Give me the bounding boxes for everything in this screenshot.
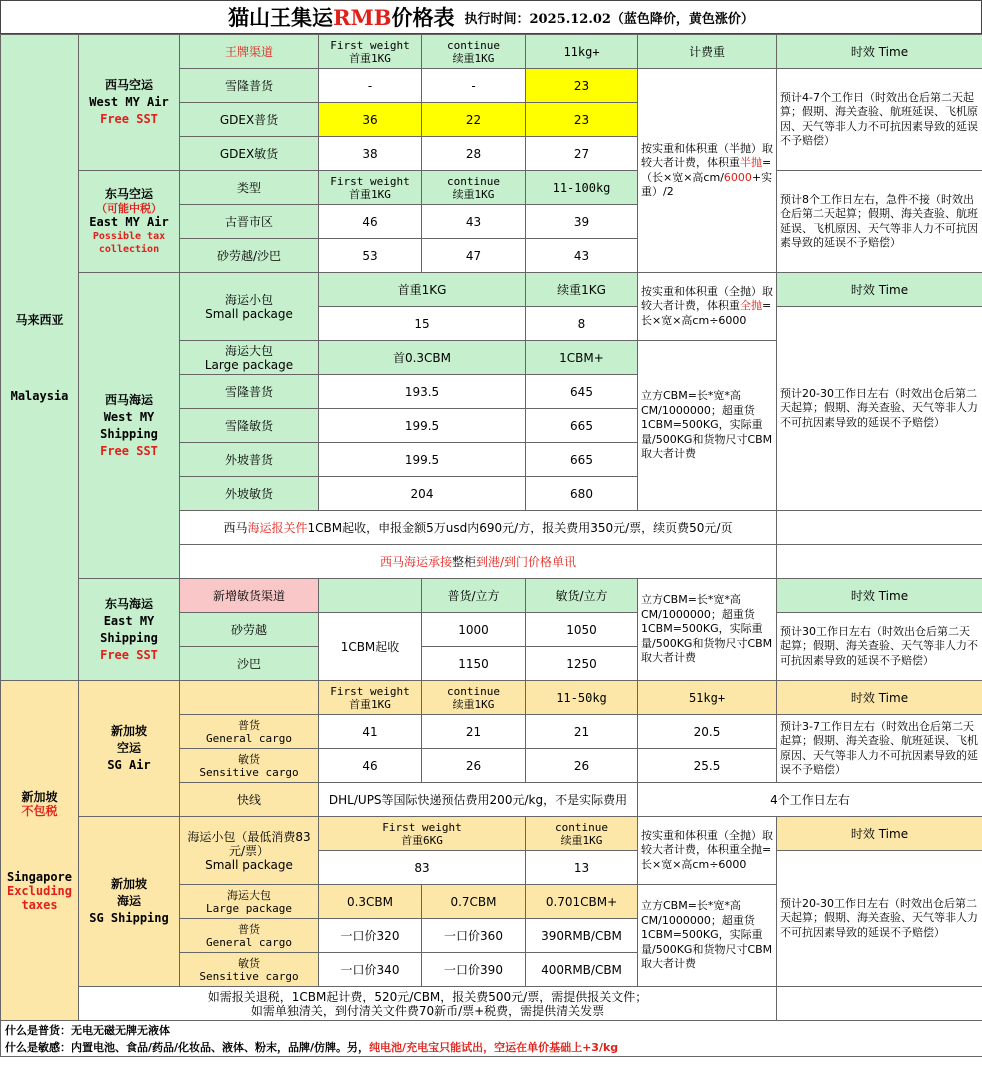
price-cell: 38 [319, 137, 422, 171]
price-cell: 46 [319, 749, 422, 783]
price-cell: 1250 [526, 647, 638, 681]
note-text: =长×宽×高cm÷6000 [641, 299, 772, 327]
col-header: 11-100kg [526, 171, 638, 205]
row-label: 古晋市区 [180, 205, 319, 239]
price-cell: 13 [526, 851, 638, 885]
title-bar [0, 0, 982, 34]
row-label: 普货 General cargo [180, 919, 319, 953]
col-header: 11-50kg [526, 681, 638, 715]
label-note: Possible tax collection [92, 231, 166, 255]
label-cn: 西马海运 [104, 392, 153, 407]
col-header: 1CBM+ [526, 341, 638, 375]
note-text: 按实重和体积重（全抛）取较大者计费，体积重 [641, 284, 773, 313]
price-cell: 22 [422, 103, 526, 137]
row-label: 敏货 Sensitive cargo [180, 749, 319, 783]
price-cell: 390RMB/CBM [526, 919, 638, 953]
price-cell: 46 [319, 205, 422, 239]
label-cn: 新加坡 海运 [110, 877, 147, 908]
country-note-en: Excluding taxes [6, 883, 73, 912]
price-cell: 8 [526, 307, 638, 341]
transit-time: 预计20-30工作日左右（时效出仓后第二天起算；假期、海关查验、天气等非人力不可抗因素导致的延误不予赔偿） [777, 307, 982, 511]
price-cell: 43 [422, 205, 526, 239]
price-cell: 645 [526, 375, 638, 409]
note-text-red: 海运报关件 [247, 520, 308, 535]
price-cell: 199.5 [319, 409, 526, 443]
price-table [0, 34, 982, 1057]
sg-shipping-label [79, 817, 180, 987]
price-cell: 21 [422, 715, 526, 749]
volumetric-note [638, 273, 777, 341]
footer-notes [1, 1021, 982, 1057]
price-cell: 1000 [422, 613, 526, 647]
col-header: 首0.3CBM [319, 341, 526, 375]
col-header: 首重1KG [319, 273, 526, 307]
country-label-cn: 新加坡 [21, 789, 58, 804]
row-label: 沙巴 [180, 647, 319, 681]
col-header: First weight 首重6KG [319, 817, 526, 851]
col-header: 时效 Time [777, 35, 982, 69]
country-malaysia [1, 35, 79, 681]
cbm-note: 立方CBM=长*宽*高CM/1000000；超重货1CBM=500KG，实际重量/500KG和货物尺寸CBM取大者计费 [638, 579, 777, 681]
price-cell: 20.5 [638, 715, 777, 749]
price-cell: 47 [422, 239, 526, 273]
label-note: Free SST [100, 443, 158, 458]
label-cn: 新加坡 空运 [110, 724, 147, 755]
label-tax: （可能中税） [96, 202, 162, 215]
price-cell: 53 [319, 239, 422, 273]
price-cell: 25.5 [638, 749, 777, 783]
row-label: 砂劳越 [180, 613, 319, 647]
small-package-label: 海运小包 Small package [180, 273, 319, 341]
price-cell: 665 [526, 409, 638, 443]
express-label: 快线 [180, 783, 319, 817]
label-en: East MY Air [89, 215, 169, 229]
col-header: continue 续重1KG [422, 681, 526, 715]
sg-air-label [79, 681, 180, 817]
note-text: 整柜 [451, 554, 476, 569]
small-package-label: 海运小包（最低消费83元/票） Small package [180, 817, 319, 885]
title-text-rmb: RMB [333, 5, 392, 30]
price-cell: 43 [526, 239, 638, 273]
row-label: 砂劳越/沙巴 [180, 239, 319, 273]
price-cell: 1150 [422, 647, 526, 681]
col-header: 时效 Time [777, 273, 982, 307]
price-cell: - [319, 69, 422, 103]
price-cell: 41 [319, 715, 422, 749]
label-note: Free SST [100, 647, 158, 662]
west-my-shipping-label [79, 273, 180, 579]
price-cell: 1050 [526, 613, 638, 647]
express-note: DHL/UPS等国际快递预估费用200元/kg，不是实际费用 [319, 783, 638, 817]
cbm-note: 立方CBM=长*宽*高CM/1000000；超重货1CBM=500KG，实际重量/500KG和货物尺寸CBM取大者计费 [638, 341, 777, 511]
col-header: 时效 Time [777, 681, 982, 715]
label-en: East MY Shipping [100, 613, 158, 645]
label-cn: 东马海运 [104, 596, 153, 611]
customs-note [180, 511, 777, 545]
country-singapore [1, 681, 79, 1021]
price-cell: 一口价340 [319, 953, 422, 987]
price-cell: 83 [319, 851, 526, 885]
row-label: 雪隆普货 [180, 69, 319, 103]
price-cell: 204 [319, 477, 526, 511]
label-en: SG Air [107, 758, 151, 772]
minimum-charge: 1CBM起收 [319, 613, 422, 681]
row-label: 普货 General cargo [180, 715, 319, 749]
transit-time: 预计4-7个工作日（时效出仓后第二天起算；假期、海关查验、航班延误、飞机原因、天气等非人力不可抗因素导致的延误不予赔偿） [777, 69, 982, 171]
west-my-air-label [79, 35, 180, 171]
col-header: 0.3CBM [319, 885, 422, 919]
east-my-shipping-label [79, 579, 180, 681]
note-text-red: 纯电池/充电宝只能试出，空运在单价基础上+3/kg [369, 1040, 619, 1054]
sensitive-cargo-definition [5, 1039, 980, 1056]
general-cargo-definition: 什么是普货：无电无磁无牌无液体 [5, 1023, 170, 1037]
col-header: 敏货/立方 [526, 579, 638, 613]
country-note-cn: 不包税 [21, 803, 58, 818]
note-text-red: 全抛 [740, 299, 762, 313]
col-header: 11kg+ [526, 35, 638, 69]
col-header: 0.7CBM [422, 885, 526, 919]
title-text-2: 价格表 [391, 5, 455, 30]
note-text-red: 到港/到门价格单讯 [475, 554, 577, 569]
col-header: First weight 首重1KG [319, 35, 422, 69]
col-header: First weight 首重1KG [319, 171, 422, 205]
country-label-en: Malaysia [10, 388, 69, 403]
col-header: 计费重 [638, 35, 777, 69]
col-header: First weight 首重1KG [319, 681, 422, 715]
row-label: 外坡普货 [180, 443, 319, 477]
col-header [319, 579, 422, 613]
price-cell: 15 [319, 307, 526, 341]
price-cell: 27 [526, 137, 638, 171]
price-cell: 26 [526, 749, 638, 783]
price-cell: 28 [422, 137, 526, 171]
col-header: continue 续重1KG [422, 35, 526, 69]
note-text-red: 6000 [723, 170, 752, 184]
effective-date: 执行时间：2025.12.02（蓝色降价，黄色涨价） [464, 11, 754, 27]
price-cell: - [422, 69, 526, 103]
note-text: 什么是敏感：内置电池、食品/药品/化妆品、液体、粉末，品牌/仿牌。另， [5, 1040, 370, 1054]
note-text-red: 西马海运承接 [379, 554, 452, 569]
price-cell: 665 [526, 443, 638, 477]
row-label: 雪隆普货 [180, 375, 319, 409]
row-label: GDEX普货 [180, 103, 319, 137]
volumetric-note [638, 69, 777, 273]
col-header: 新增敏货渠道 [180, 579, 319, 613]
volumetric-note: 按实重和体积重（全抛）取较大者计费，体积重全抛=长×宽×高cm÷6000 [638, 817, 777, 885]
note-text: 按实重和体积重（半抛）取较大者计费，体积重 [641, 141, 773, 169]
label-en: SG Shipping [89, 911, 169, 925]
price-cell: 400RMB/CBM [526, 953, 638, 987]
label-en: West MY Air [89, 95, 169, 109]
col-header: 续重1KG [526, 273, 638, 307]
col-header: continue 续重1KG [422, 171, 526, 205]
transit-time: 预计30工作日左右（时效出仓后第二天起算；假期、海关查验、天气等非人力不可抗因素导致的延误不予赔偿） [777, 613, 982, 681]
col-header: 51kg+ [638, 681, 777, 715]
col-header: continue 续重1KG [526, 817, 638, 851]
label-cn: 东马空运 [104, 187, 153, 201]
price-cell: 一口价320 [319, 919, 422, 953]
row-label: GDEX敏货 [180, 137, 319, 171]
sheet-title [228, 2, 454, 32]
price-cell: 193.5 [319, 375, 526, 409]
large-package-label: 海运大包 Large package [180, 885, 319, 919]
customs-refund-note: 如需报关退税，1CBM起计费，520元/CBM，报关费500元/票，需提供报关文件； 如需单独清关，到付清关文件费70新币/票+税费，需提供清关发票 [79, 987, 777, 1021]
col-header: 时效 Time [777, 817, 982, 851]
note-text-red: 半抛 [740, 156, 762, 169]
note-text: +实重）/2 [641, 170, 773, 198]
col-header [180, 681, 319, 715]
price-cell: 39 [526, 205, 638, 239]
note-text: 西马 [223, 520, 248, 535]
note-text: 1CBM起收，申报金额5万usd内690元/方，报关费用350元/票，续页费50元/页 [307, 520, 733, 535]
price-cell: 680 [526, 477, 638, 511]
col-header: 时效 Time [777, 579, 982, 613]
price-cell: 199.5 [319, 443, 526, 477]
price-cell: 36 [319, 103, 422, 137]
col-header: 王牌渠道 [180, 35, 319, 69]
label-en: West MY Shipping [100, 409, 158, 441]
transit-time: 预计8个工作日左右，急件不接（时效出仓后第二天起算；假期、海关查验、航班延误、飞机原因、天气等非人力不可抗因素导致的延误不予赔偿） [777, 171, 982, 273]
col-header: 0.701CBM+ [526, 885, 638, 919]
row-label: 敏货 Sensitive cargo [180, 953, 319, 987]
price-cell: 23 [526, 69, 638, 103]
blank-cell [777, 545, 982, 579]
transit-time: 预计3-7工作日左右（时效出仓后第二天起算；假期、海关查验、航班延误、飞机原因、天气等非人力不可抗因素导致的延误不予赔偿） [777, 715, 982, 783]
price-cell: 一口价390 [422, 953, 526, 987]
country-label-en: Singapore [6, 869, 73, 884]
large-package-label: 海运大包 Large package [180, 341, 319, 375]
cbm-note: 立方CBM=长*宽*高CM/1000000；超重货1CBM=500KG，实际重量/500KG和货物尺寸CBM取大者计费 [638, 885, 777, 987]
row-label: 外坡敏货 [180, 477, 319, 511]
price-cell: 23 [526, 103, 638, 137]
row-label: 雪隆敏货 [180, 409, 319, 443]
price-cell: 21 [526, 715, 638, 749]
label-note: Free SST [100, 112, 158, 126]
label-cn: 西马空运 [104, 78, 153, 92]
container-note [180, 545, 777, 579]
price-cell: 26 [422, 749, 526, 783]
country-label-cn: 马来西亚 [15, 312, 64, 327]
east-my-air-label [79, 171, 180, 273]
transit-time: 预计20-30工作日左右（时效出仓后第二天起算；假期、海关查验、天气等非人力不可抗因素导致的延误不予赔偿） [777, 851, 982, 987]
col-header: 类型 [180, 171, 319, 205]
title-text-1: 猫山王集运 [228, 5, 334, 30]
note-text: =（长×宽×高cm/ [641, 156, 772, 184]
price-cell: 一口价360 [422, 919, 526, 953]
col-header: 普货/立方 [422, 579, 526, 613]
express-time: 4个工作日左右 [638, 783, 982, 817]
